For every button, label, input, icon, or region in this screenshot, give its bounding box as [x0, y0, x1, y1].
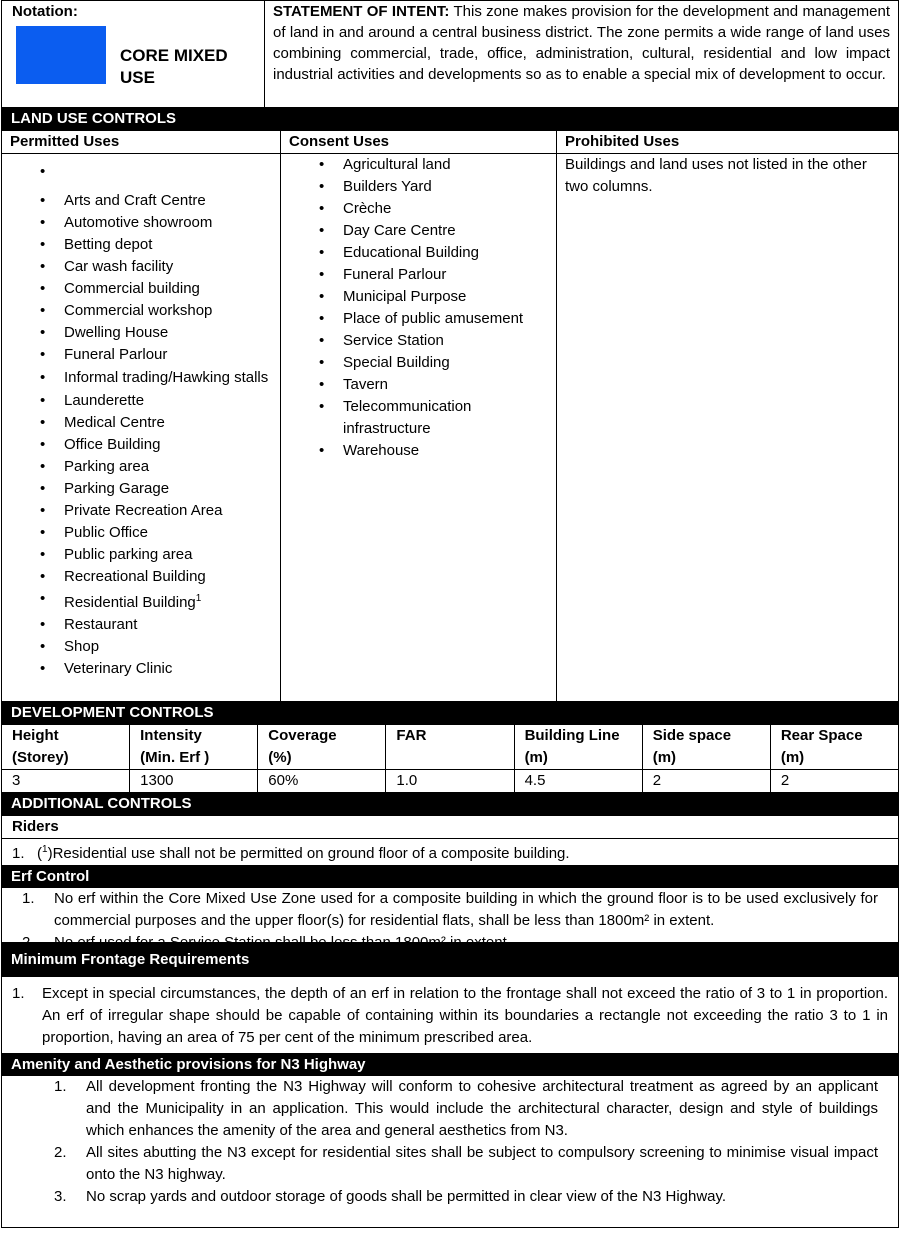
permitted-header: Permitted Uses — [2, 131, 281, 154]
permitted-item-label: Veterinary Clinic — [64, 660, 173, 677]
rider-item — [2, 839, 899, 866]
permitted-item — [2, 154, 280, 190]
prohibited-header: Prohibited Uses — [557, 131, 899, 154]
item-text: All sites abutting the N3 except for residential sites shall be subject to compulsory screening to minimise visual impact onto the N3 highway. — [86, 1144, 878, 1183]
item-number: 2. — [54, 1144, 67, 1161]
permitted-item-label: Car wash facility — [64, 258, 174, 275]
development-header-line: (%) — [268, 749, 292, 766]
permitted-item — [2, 566, 280, 588]
permitted-item-label: Launderette — [64, 392, 145, 409]
development-header-line: (m) — [524, 749, 548, 766]
development-header-line: (Storey) — [12, 749, 69, 766]
permitted-item — [2, 300, 280, 322]
consent-header: Consent Uses — [281, 131, 557, 154]
land-use-table — [1, 130, 899, 702]
rider-text: )Residential use shall not be permitted on ground floor of a composite building. — [47, 845, 570, 862]
consent-item: • Funeral Parlour — [281, 264, 556, 286]
numbered-item — [22, 932, 878, 954]
development-value: 1.0 — [386, 770, 514, 793]
consent-item: • Agricultural land — [281, 154, 556, 176]
permitted-item — [2, 344, 280, 366]
consent-item: • Warehouse — [281, 440, 556, 462]
development-value-row — [2, 770, 899, 793]
development-value: 1300 — [130, 770, 258, 793]
permitted-item — [2, 234, 280, 256]
notation-cell — [2, 1, 265, 108]
permitted-item — [2, 278, 280, 300]
land-use-controls-title: LAND USE CONTROLS — [1, 108, 899, 130]
development-column-header — [2, 725, 130, 770]
permitted-item — [2, 434, 280, 456]
permitted-list — [2, 154, 280, 680]
permitted-item-label: Dwelling House — [64, 324, 169, 341]
numbered-item — [54, 1186, 878, 1208]
permitted-item-label: Commercial building — [64, 280, 200, 297]
development-controls-title: DEVELOPMENT CONTROLS — [1, 702, 899, 724]
consent-item: • Service Station — [281, 330, 556, 352]
frontage-list — [12, 983, 888, 1049]
item-text: All development fronting the N3 Highway will conform to cohesive architectural treatment as agreed by an applicant and the Municipality in an application. This would include the architectural character, design and style of buildings which enhances the amenity of the area and general aesthetics from N3. — [86, 1078, 878, 1139]
zone-color-swatch — [16, 26, 106, 84]
consent-item: • Crèche — [281, 198, 556, 220]
permitted-item-label: Public Office — [64, 524, 148, 541]
amenity-body — [1, 1076, 899, 1228]
development-header-line: Intensity — [140, 727, 202, 744]
consent-item: • Builders Yard — [281, 176, 556, 198]
notation-label: Notation: — [12, 3, 78, 20]
zone-name: CORE MIXED USE — [120, 46, 228, 87]
development-header-line: Rear Space — [780, 727, 863, 744]
frontage-title: Minimum Frontage Requirements — [1, 943, 899, 977]
permitted-item — [2, 658, 280, 680]
permitted-item-label: Automotive showroom — [64, 214, 213, 231]
consent-list — [281, 154, 556, 462]
permitted-item — [2, 478, 280, 500]
consent-item: • Tavern — [281, 374, 556, 396]
statement-text: This zone makes provision for the development and management of land in and around a central business district. The zone permits a wide range of land uses combining commercial, trade, office, administration, cultural, residential and low impact industrial activities and developments so as to enable a special mix of development to occur. — [273, 3, 890, 83]
zoning-page — [1, 0, 899, 1228]
numbered-item — [54, 1076, 878, 1142]
permitted-item — [2, 390, 280, 412]
development-table — [1, 724, 899, 793]
item-number: 2. — [22, 934, 35, 951]
development-header-row — [2, 725, 899, 770]
amenity-list — [54, 1076, 878, 1208]
numbered-item — [22, 888, 878, 932]
development-header-line: (m) — [780, 749, 805, 766]
item-text: No erf within the Core Mixed Use Zone used for a composite building in which the ground floor is to be used exclusively for commercial purposes and the upper floor(s) for residential flats, shall be less than 1800m² in extent. — [54, 890, 878, 929]
development-column-header — [514, 725, 642, 770]
consent-item: • Educational Building — [281, 242, 556, 264]
permitted-item-label: Private Recreation Area — [64, 502, 223, 519]
development-value: 4.5 — [514, 770, 642, 793]
prohibited-cell: Buildings and land uses not listed in the other two columns. — [557, 154, 899, 702]
consent-item: • Day Care Centre — [281, 220, 556, 242]
item-text: No erf used for a Service Station shall be less than 1800m² in extent. — [54, 934, 511, 951]
permitted-item — [2, 256, 280, 278]
item-number: 1. — [22, 890, 35, 907]
permitted-item — [2, 366, 280, 390]
riders-label: Riders — [2, 816, 899, 839]
permitted-item-label: Funeral Parlour — [64, 346, 168, 363]
frontage-body — [1, 977, 899, 1054]
permitted-item — [2, 412, 280, 434]
development-column-header — [258, 725, 386, 770]
development-header-line: Height — [12, 727, 59, 744]
development-header-line: Side space — [652, 727, 732, 744]
development-column-header — [642, 725, 770, 770]
development-header-line: (Min. Erf ) — [140, 749, 210, 766]
item-text: No scrap yards and outdoor storage of goods shall be permitted in clear view of the N3 Highway. — [86, 1188, 727, 1205]
statement-label: STATEMENT OF INTENT: — [273, 3, 450, 20]
permitted-item-label: Informal trading/Hawking stalls — [64, 369, 269, 386]
erf-control-body — [1, 888, 899, 951]
permitted-item-label: Residential Building — [64, 594, 196, 611]
erf-control-title: Erf Control — [1, 866, 899, 888]
permitted-item-label: Arts and Craft Centre — [64, 192, 206, 209]
development-column-header — [770, 725, 898, 770]
development-value: 2 — [770, 770, 898, 793]
development-column-header — [386, 725, 514, 770]
development-column-header — [130, 725, 258, 770]
item-number: 1. — [12, 985, 25, 1002]
development-value: 3 — [2, 770, 130, 793]
header-table — [1, 0, 899, 108]
numbered-item — [54, 1142, 878, 1186]
additional-controls-title: ADDITIONAL CONTROLS — [1, 793, 899, 815]
permitted-item — [2, 212, 280, 234]
consent-cell — [281, 154, 557, 702]
permitted-item — [2, 322, 280, 344]
permitted-item-label: Restaurant — [64, 616, 138, 633]
permitted-item-label: Parking Garage — [64, 480, 170, 497]
rider-superscript: 1 — [42, 844, 48, 855]
permitted-item — [2, 456, 280, 478]
development-value: 2 — [642, 770, 770, 793]
permitted-item-label: Public parking area — [64, 546, 193, 563]
amenity-title: Amenity and Aesthetic provisions for N3 Highway — [1, 1054, 899, 1076]
development-header-line: Coverage — [268, 727, 337, 744]
permitted-item — [2, 614, 280, 636]
consent-item: • Telecommunication infrastructure — [281, 396, 556, 440]
permitted-item — [2, 190, 280, 212]
permitted-item-label: Office Building — [64, 436, 161, 453]
permitted-item — [2, 500, 280, 522]
item-number: 3. — [54, 1188, 67, 1205]
consent-item: • Municipal Purpose — [281, 286, 556, 308]
item-number: 1. — [54, 1078, 67, 1095]
statement-cell — [265, 1, 899, 108]
permitted-item-label: Recreational Building — [64, 568, 206, 585]
item-text: Except in special circumstances, the depth of an erf in relation to the frontage shall not exceed the ratio of 3 to 1 in proportion. An erf of irregular shape should be capable of containing within its boundaries a rectangle not exceeding the ratio 3 to 1 in proportion, having an area of 75 per cent of the minimum prescribed area. — [42, 985, 888, 1046]
development-value: 60% — [258, 770, 386, 793]
numbered-item — [12, 983, 888, 1049]
consent-item: • Special Building — [281, 352, 556, 374]
permitted-item — [2, 522, 280, 544]
consent-item: • Place of public amusement — [281, 308, 556, 330]
permitted-item-label: Commercial workshop — [64, 302, 213, 319]
rider-open-paren: ( — [37, 845, 43, 862]
development-header-line: FAR — [396, 727, 427, 744]
residential-superscript: 1 — [195, 593, 202, 604]
permitted-item-label: Parking area — [64, 458, 150, 475]
rider-number: 1. — [12, 845, 25, 862]
permitted-item-label: Shop — [64, 638, 100, 655]
development-header-line: Building Line — [524, 727, 620, 744]
riders-table — [1, 815, 899, 866]
permitted-item — [2, 636, 280, 658]
permitted-item-label: Medical Centre — [64, 414, 165, 431]
development-header-line: (m) — [652, 749, 677, 766]
erf-list — [22, 888, 878, 954]
permitted-item — [2, 588, 280, 614]
development-header-line — [396, 747, 503, 769]
permitted-item — [2, 544, 280, 566]
permitted-cell — [2, 154, 281, 702]
permitted-item-label: Betting depot — [64, 236, 153, 253]
